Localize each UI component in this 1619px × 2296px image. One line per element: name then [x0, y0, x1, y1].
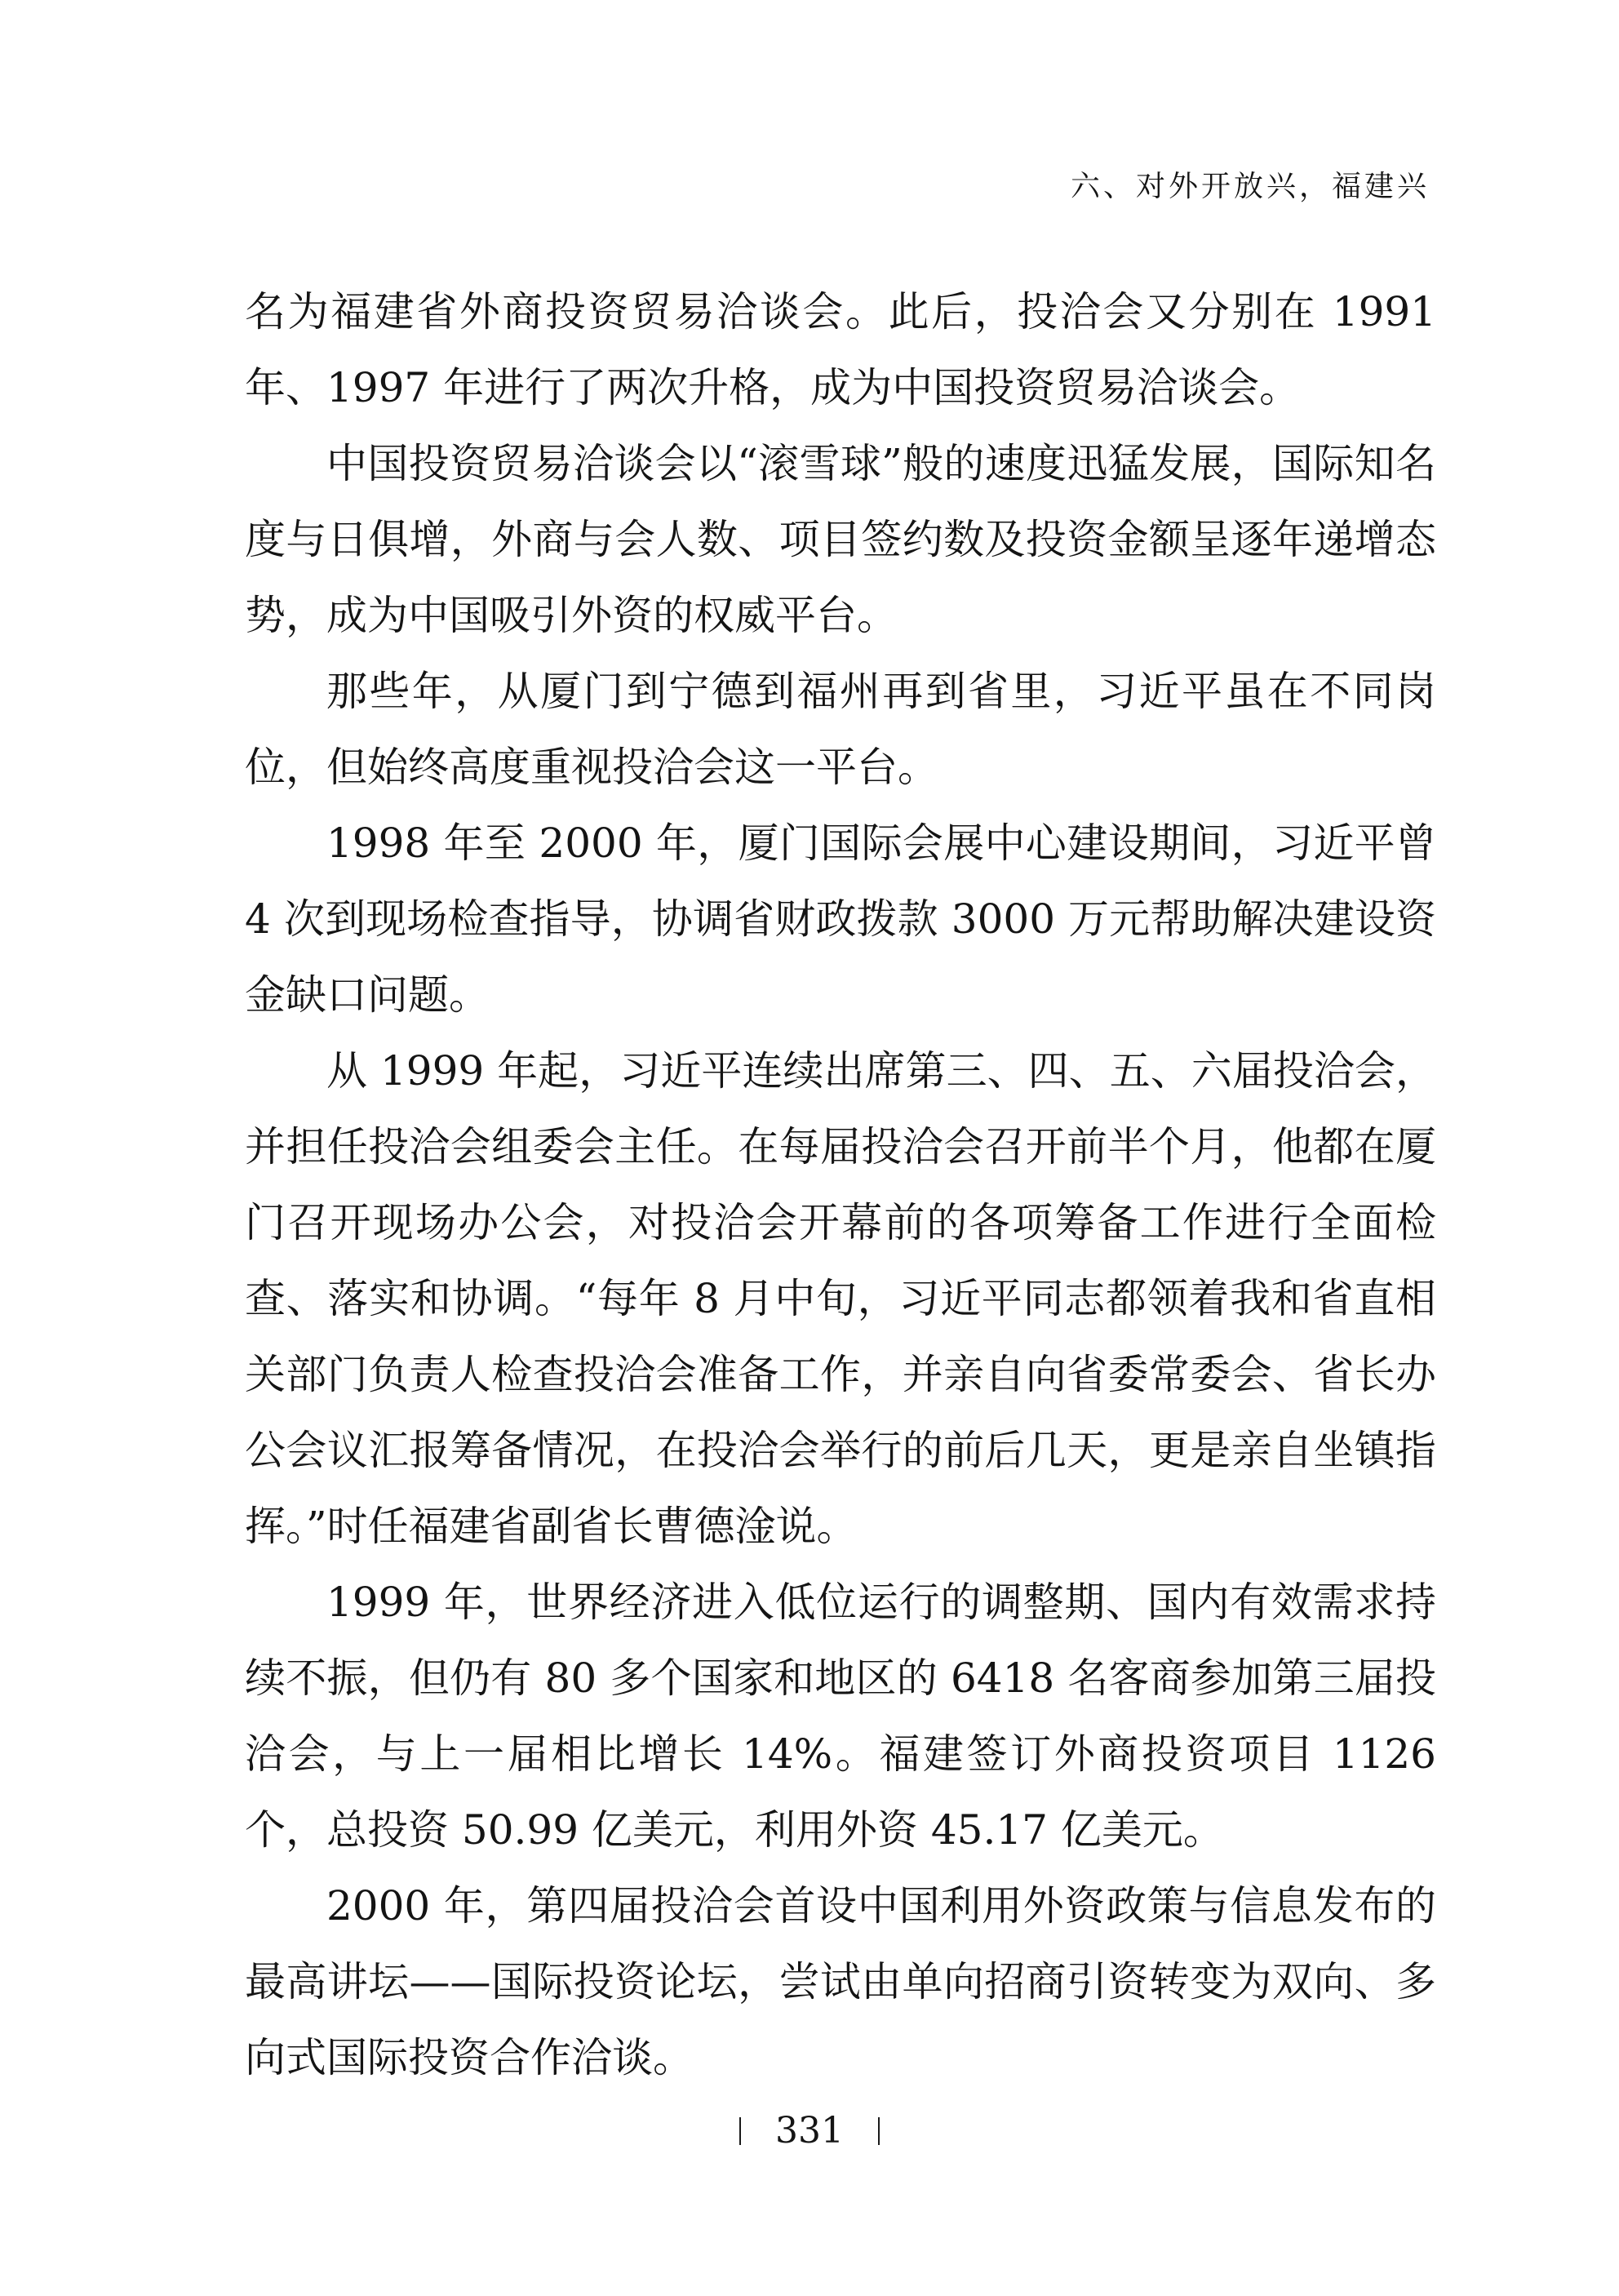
paragraph-4: 1998 年至 2000 年，厦门国际会展中心建设期间，习近平曾 4 次到现场检查指导，协调省财政拨款 3000 万元帮助解决建设资金缺口问题。 — [245, 819, 1436, 1019]
page-footer — [0, 2107, 1619, 2152]
body-text — [245, 274, 1436, 2096]
paragraph-6: 1999 年，世界经济进入低位运行的调整期、国内有效需求持续不振，但仍有 80 多个国家和地区的 6418 名客商参加第三届投洽会，与上一届相比增长 14%。福建签订外商投资项目 1126 个，总投资 50.99 亿美元，利用外资 45.17 亿美元。 — [245, 1579, 1436, 1854]
paragraph-1: 名为福建省外商投资贸易洽谈会。此后，投洽会又分别在 1991 年、1997 年进行了两次升格，成为中国投资贸易洽谈会。 — [245, 288, 1436, 411]
paragraph-5: 从 1999 年起，习近平连续出席第三、四、五、六届投洽会，并担任投洽会组委会主任。在每届投洽会召开前半个月，他都在厦门召开现场办公会，对投洽会开幕前的各项筹备工作进行全面检查、落实和协调。“每年 8 月中旬，习近平同志都领着我和省直相关部门负责人检查投洽会准备工作，并亲自向省委常委会、省长办公会议汇报筹备情况，在投洽会举行的前后几天，更是亲自坐镇指挥。”时任福建省副省长曹德淦说。 — [245, 1047, 1436, 1550]
paragraph-7: 2000 年，第四届投洽会首设中国利用外资政策与信息发布的最高讲坛——国际投资论坛，尝试由单向招商引资转变为双向、多向式国际投资合作洽谈。 — [245, 1882, 1436, 2081]
folio-bar-left — [739, 2117, 741, 2145]
paragraph-2: 中国投资贸易洽谈会以“滚雪球”般的速度迅猛发展，国际知名度与日俱增，外商与会人数、项目签约数及投资金额呈逐年递增态势，成为中国吸引外资的权威平台。 — [245, 440, 1436, 639]
running-head: 六、对外开放兴，福建兴 — [1070, 170, 1430, 203]
folio-bar-right — [878, 2117, 880, 2145]
paragraph-3: 那些年，从厦门到宁德到福州再到省里，习近平虽在不同岗位，但始终高度重视投洽会这一平台。 — [245, 668, 1436, 791]
page-number: 331 — [775, 2110, 844, 2152]
